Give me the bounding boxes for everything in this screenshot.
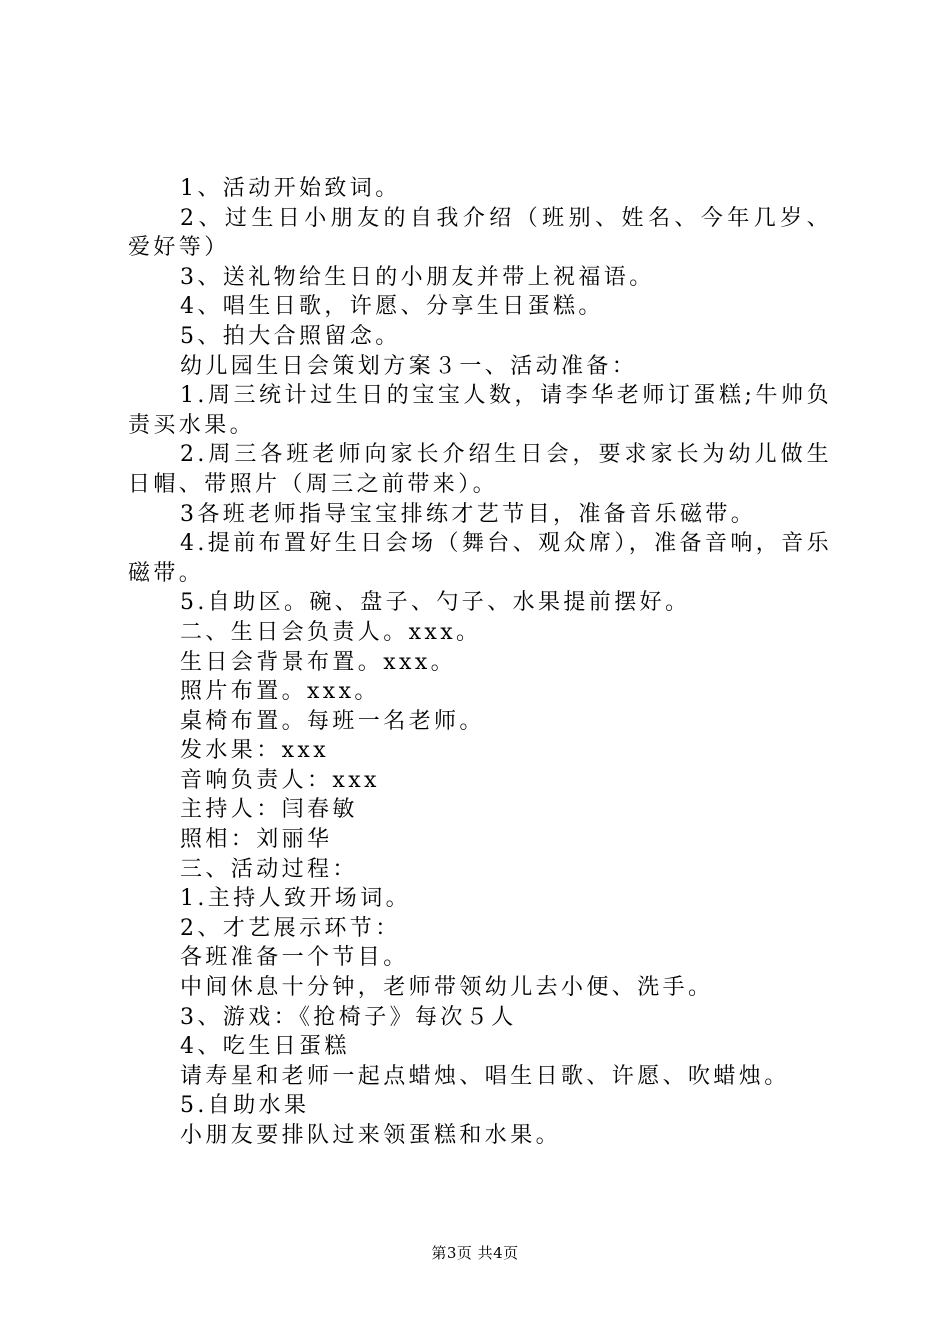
paragraph: 1、活动开始致词。 xyxy=(180,176,401,201)
page-footer xyxy=(0,1243,950,1263)
paragraph: 2、过生日小朋友的自我介绍（班别、姓名、今年几岁、爱好等） xyxy=(128,205,832,261)
paragraph: 二、生日会负责人。xxx。 xyxy=(180,619,482,645)
paragraph: 2.周三各班老师向家长介绍生日会，要求家长为幼儿做生日帽、带照片（周三之前带来）。 xyxy=(128,442,832,497)
paragraph: 1.周三统计过生日的宝宝人数，请李华老师订蛋糕;牛帅负责买水果。 xyxy=(128,383,832,438)
paragraph: 4、唱生日歌，许愿、分享生日蛋糕。 xyxy=(180,294,604,320)
paragraph: 照相：刘丽华 xyxy=(180,827,333,853)
paragraph: 5、拍大合照留念。 xyxy=(180,323,401,349)
paragraph: 3、游戏：《抢椅子》每次５人 xyxy=(180,1004,517,1030)
paragraph: 三、活动过程： xyxy=(180,856,358,882)
paragraph: 桌椅布置。每班一名老师。 xyxy=(180,708,485,734)
paragraph: 音响负责人：xxx xyxy=(180,767,380,793)
paragraph: 1.主持人致开场词。 xyxy=(180,886,411,912)
paragraph: 5.自助区。碗、盘子、勺子、水果提前摆好。 xyxy=(180,590,691,616)
paragraph: 中间休息十分钟，老师带领幼儿去小便、洗手。 xyxy=(180,975,714,1001)
paragraph: 生日会背景布置。xxx。 xyxy=(180,649,457,675)
paragraph: 主持人：闫春敏 xyxy=(180,797,358,823)
paragraph: 4、吃生日蛋糕 xyxy=(180,1034,350,1060)
document-body xyxy=(128,174,832,1151)
paragraph: 各班准备一个节目。 xyxy=(180,945,409,971)
paragraph: 照片布置。xxx。 xyxy=(180,679,380,705)
paragraph: 3、送礼物给生日的小朋友并带上祝福语。 xyxy=(180,264,655,290)
paragraph: 2、才艺展示环节： xyxy=(180,915,401,941)
page-number-label: 第3页 共4页 xyxy=(431,1244,519,1262)
paragraph: 请寿星和老师一起点蜡烛、唱生日歌、许愿、吹蜡烛。 xyxy=(180,1063,790,1089)
paragraph: 5.自助水果 xyxy=(180,1093,310,1119)
paragraph: 4.提前布置好生日会场（舞台、观众席），准备音响，音乐磁带。 xyxy=(128,531,832,586)
paragraph: 3各班老师指导宝宝排练才艺节目，准备音乐磁带。 xyxy=(180,501,757,527)
paragraph: 幼儿园生日会策划方案３一、活动准备： xyxy=(180,353,638,379)
paragraph: 小朋友要排队过来领蛋糕和水果。 xyxy=(180,1123,562,1148)
paragraph: 发水果：xxx xyxy=(180,738,330,764)
